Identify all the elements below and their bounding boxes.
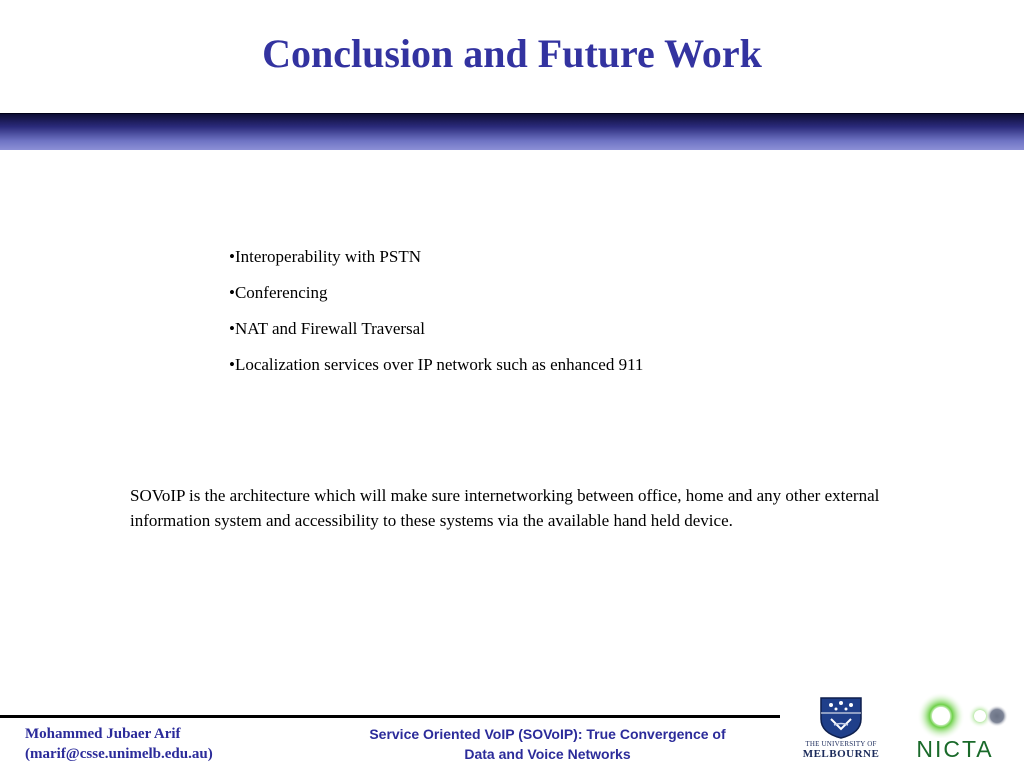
nicta-logo	[905, 692, 1010, 766]
nicta-label: NICTA	[916, 736, 994, 762]
author-email: (marif@csse.unimelb.edu.au)	[25, 746, 213, 762]
summary-paragraph: SOVoIP is the architecture which will make sure internetworking between office, home and any other external information system and accessibility to these systems via the available hand held device.	[130, 486, 880, 530]
bullet-item: •NAT and Firewall Traversal	[229, 319, 425, 338]
bullet-item: •Localization services over IP network such as enhanced 911	[229, 355, 644, 374]
bullet-list	[229, 244, 643, 388]
crest-icon	[816, 695, 866, 739]
footer-rule	[0, 715, 780, 718]
bullet-item: •Interoperability with PSTN	[229, 247, 421, 266]
nicta-dots-icon	[905, 692, 1010, 738]
university-of-melbourne-logo	[795, 692, 887, 764]
university-label-line2: MELBOURNE	[802, 748, 880, 760]
title-band	[0, 113, 1024, 150]
university-label-line1: THE UNIVERSITY OF	[805, 740, 877, 748]
footer-talk-title	[300, 724, 795, 764]
talk-title-line2: Data and Voice Networks	[464, 746, 631, 762]
footer-author	[25, 724, 213, 764]
author-name: Mohammed Jubaer Arif	[25, 726, 181, 742]
bullet-item: •Conferencing	[229, 283, 328, 302]
talk-title-line1: Service Oriented VoIP (SOVoIP): True Convergence of	[369, 726, 726, 742]
slide-title: Conclusion and Future Work	[262, 31, 762, 76]
